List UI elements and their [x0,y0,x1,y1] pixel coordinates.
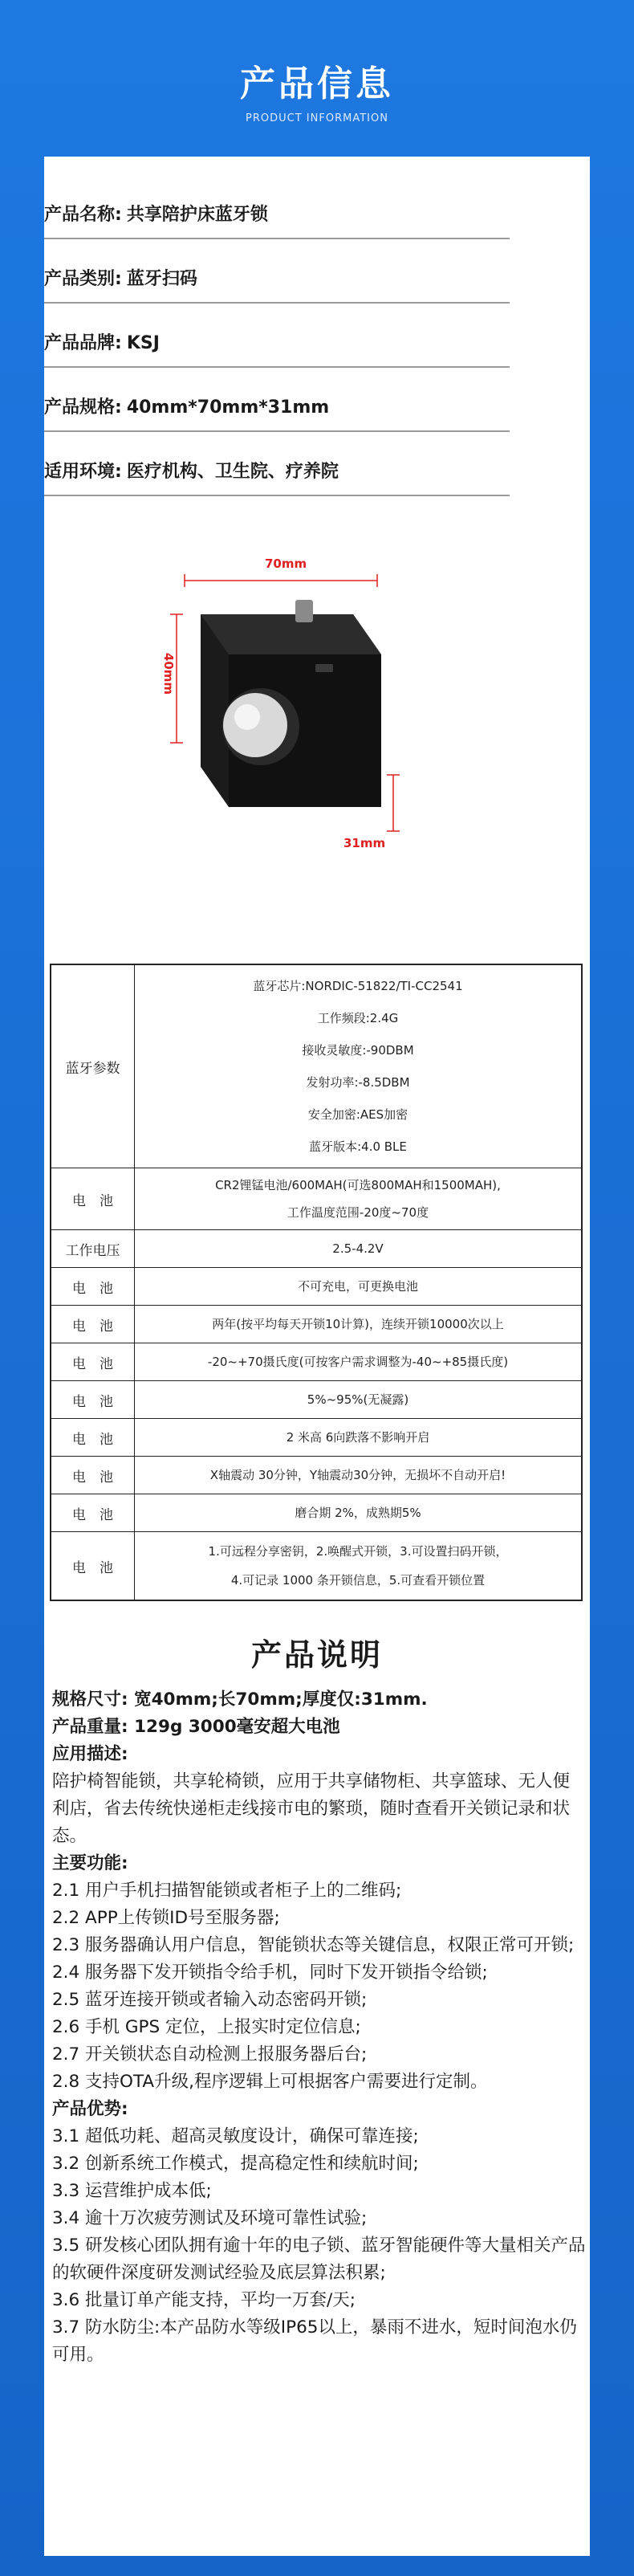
description-title: 产品说明 [250,1637,383,1673]
spec-value [135,1306,583,1343]
info-row-category [44,257,510,304]
info-value: 共享陪护床蓝牙锁 [126,205,268,225]
table-row [51,1419,582,1457]
table-row [51,1306,582,1343]
desc-heading: 主要功能: [52,1853,128,1873]
info-key: 产品品牌: [44,333,122,353]
desc-heading: 产品优势: [52,2099,128,2119]
desc-line: 3.3 运营维护成本低; [52,2181,212,2201]
desc-line: 3.6 批量订单产能支持，平均一万套/天; [52,2290,356,2310]
info-key: 产品类别: [44,269,122,289]
depth-dimension-label: 31mm [343,836,386,850]
desc-line: 3.4 逾十万次疲劳测试及环境可靠性试验; [52,2208,368,2228]
info-key: 产品名称: [44,205,122,225]
info-row-brand [44,321,510,368]
desc-line: 3.1 超低功耗、超高灵敏度设计，确保可靠连接; [52,2126,419,2146]
desc-line: 2.1 用户手机扫描智能锁或者柜子上的二维码; [52,1881,402,1901]
spec-value [135,964,583,1168]
spec-key: 电 池 [51,1419,135,1457]
spec-value [135,1419,583,1457]
table-row [51,1268,582,1306]
info-value: 医疗机构、卫生院、疗养院 [126,462,339,482]
desc-line: 2.6 手机 GPS 定位，上报实时定位信息; [52,2017,361,2037]
spec-key: 电 池 [51,1532,135,1601]
table-row [51,1532,582,1601]
spec-line: 不可充电，可更换电池 [297,1279,418,1294]
spec-key: 电 池 [51,1268,135,1306]
spec-line: 磨合期 2%，成熟期5% [295,1506,421,1520]
spec-value [135,1457,583,1494]
spec-line: 安全加密:AES加密 [307,1107,408,1122]
spec-line: -20~+70摄氏度(可按客户需求调整为-40~+85摄氏度) [207,1355,509,1369]
spec-value [135,1494,583,1532]
info-row-spec [44,385,510,432]
spec-key: 蓝牙参数 [51,964,135,1168]
info-value: 蓝牙扫码 [126,269,197,289]
page-title: 产品信息 [240,63,394,104]
spec-value [135,1532,583,1601]
spec-value [135,1268,583,1306]
desc-line: 2.8 支持OTA升级,程序逻辑上可根据客户需要进行定制。 [52,2072,488,2092]
info-row-environment [44,450,510,496]
desc-line [52,1686,586,1714]
spec-line: 2 米高 6向跌落不影响开启 [286,1430,430,1445]
desc-text: 规格尺寸: 宽40mm;长70mm;厚度仅:31mm. [52,1689,428,1710]
spec-line: 工作温度范围-20度~70度 [287,1205,429,1220]
spec-line: 蓝牙芯片:NORDIC-51822/TI-CC2541 [253,979,463,993]
info-row-name [44,193,510,239]
spec-key: 电 池 [51,1343,135,1381]
spec-line: 1.可远程分享密钥，2.唤醒式开锁，3.可设置扫码开锁， [208,1544,508,1559]
table-row [51,1230,582,1268]
desc-text: 产品重量: 129g 3000毫安超大电池 [52,1717,340,1737]
desc-line: 2.3 服务器确认用户信息，智能锁状态等关键信息，权限正常可开锁; [52,1935,575,1955]
table-row [51,1494,582,1532]
product-image [161,556,409,855]
spec-line: 两年(按平均每天开锁10计算)，连续开锁10000次以上 [212,1317,504,1331]
spec-key: 工作电压 [51,1230,135,1268]
spec-line: 2.5-4.2V [332,1241,384,1256]
header-banner [0,0,634,149]
info-value: KSJ [126,333,160,353]
lock-device-illustration [169,566,409,855]
spec-line: 蓝牙版本:4.0 BLE [309,1139,407,1154]
table-row [51,1343,582,1381]
table-row [51,1457,582,1494]
desc-line: 3.5 研发核心团队拥有逾十年的电子锁、蓝牙智能硬件等大量相关产品的软硬件深度研发测试经验及底层算法积累; [52,2236,586,2283]
spec-line: 发射功率:-8.5DBM [306,1075,410,1090]
spec-line: 5%~95%(无凝露) [307,1392,409,1407]
spec-value [135,1168,583,1230]
spec-table [50,964,583,1601]
desc-line: 3.7 防水防尘:本产品防水等级IP65以上，暴雨不进水，短时间泡水仍可用。 [52,2317,577,2365]
spec-value [135,1230,583,1268]
table-row [51,1168,582,1230]
page-subtitle: PRODUCT INFORMATION [246,112,388,124]
height-dimension-label: 40mm [161,652,177,695]
spec-line: CR2锂锰电池/600MAH(可选800MAH和1500MAH), [215,1178,501,1192]
spec-value [135,1381,583,1419]
desc-heading: 应用描述: [52,1744,128,1764]
spec-line: 工作频段:2.4G [317,1011,399,1025]
desc-line: 3.2 创新系统工作模式，提高稳定性和续航时间; [52,2154,419,2174]
desc-line: 2.4 服务器下发开锁指令给手机，同时下发开锁指令给锁; [52,1963,488,1983]
spec-key: 电 池 [51,1457,135,1494]
spec-key: 电 池 [51,1494,135,1532]
spec-key: 电 池 [51,1168,135,1230]
desc-line [52,1714,586,1741]
info-key: 适用环境: [44,462,122,482]
spec-key: 电 池 [51,1381,135,1419]
info-value: 40mm*70mm*31mm [126,397,330,418]
desc-line: 2.5 蓝牙连接开锁或者输入动态密码开锁; [52,1990,368,2010]
spec-line: 接收灵敏度:-90DBM [302,1043,414,1058]
table-row [51,964,582,1168]
table-row [51,1381,582,1419]
desc-line: 陪护椅智能锁，共享轮椅锁，应用于共享储物柜、共享篮球、无人便利店，省去传统快递柜走线接市电的繁琐，随时查看开关锁记录和状态。 [52,1771,571,1846]
spec-line: X轴震动 30分钟，Y轴震动30分钟，无损坏不自动开启! [209,1468,506,1482]
desc-line: 2.2 APP上传锁ID号至服务器; [52,1908,280,1928]
desc-line: 2.7 开关锁状态自动检测上报服务器后台; [52,2044,368,2064]
info-key: 产品规格: [44,397,122,418]
spec-line: 4.可记录 1000 条开锁信息，5.可查看开锁位置 [230,1573,486,1588]
description-body [52,1686,586,2369]
spec-value [135,1343,583,1381]
width-dimension-label: 70mm [265,556,307,571]
spec-key: 电 池 [51,1306,135,1343]
